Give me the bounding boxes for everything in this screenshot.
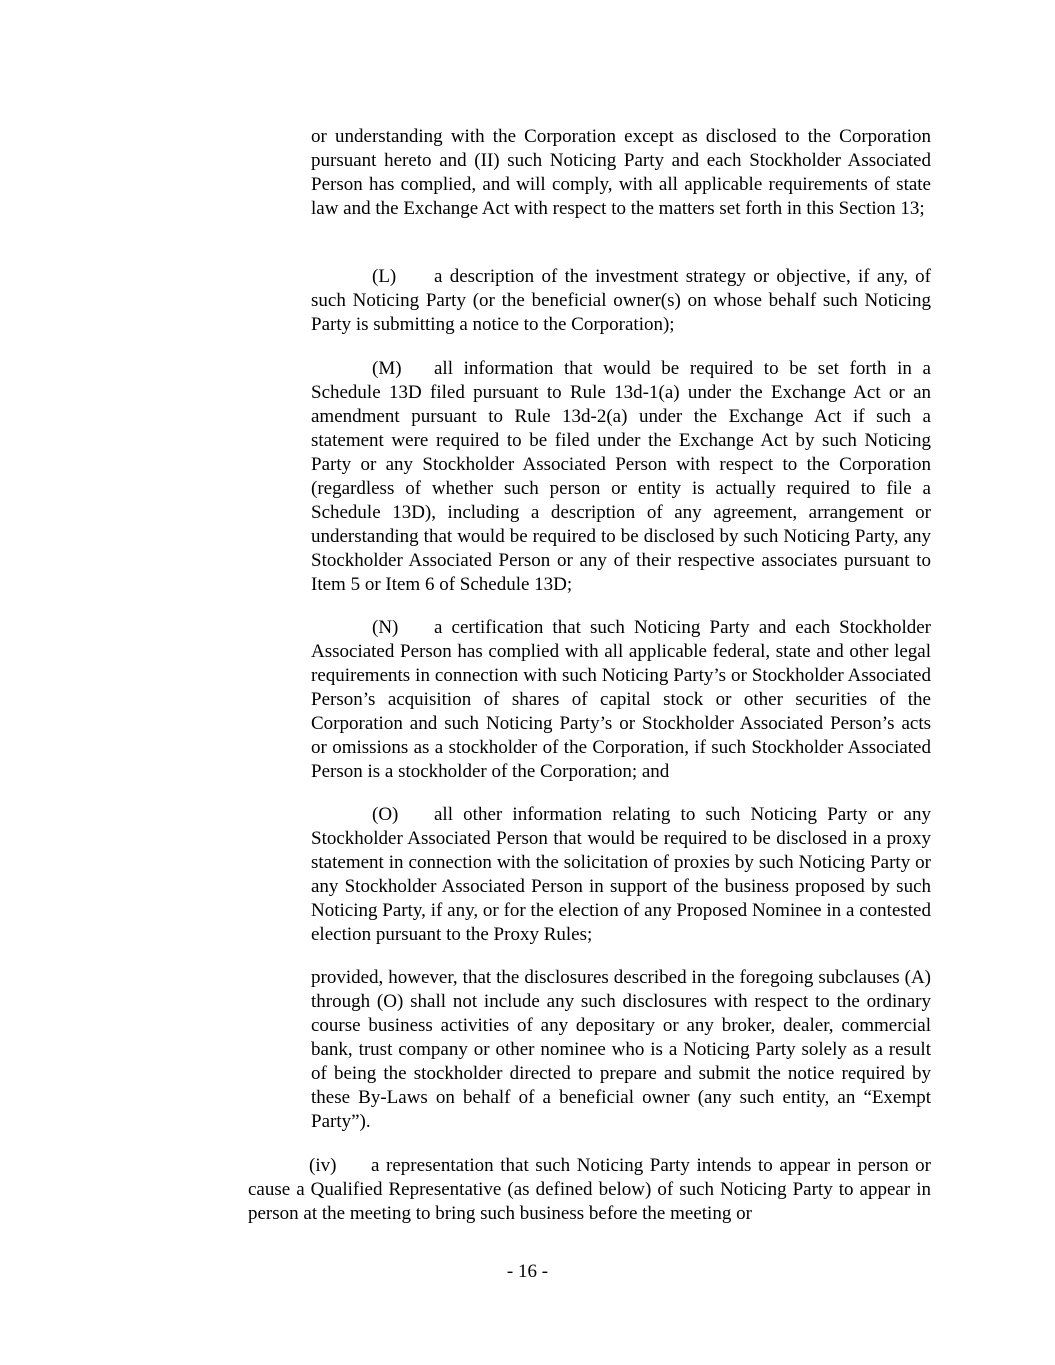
- clause-n-text: a certification that such Noticing Party and each Stockholder Associated Person has complied with all applicable federal, state and other legal requirements in connection with such Noticing Party’s or Stockholder Associated Person’s acquisition of shares of capital stock or other securities of the Corporation and such Noticing Party’s or Stockholder Associated Person’s acts or omissions as a stockholder of the Corporation, if such Stockholder Associated Person is a stockholder of the Corporation; and: [311, 617, 931, 782]
- item-iv-text: a representation that such Noticing Party intends to appear in person or cause a Qualified Representative (as defined below) of such Noticing Party to appear in person at the meeting to bring such business before the meeting or: [248, 1155, 931, 1224]
- clause-l: [311, 265, 931, 337]
- clause-l-text: a description of the investment strategy or objective, if any, of such Noticing Party (or the beneficial owner(s) on whose behalf such Noticing Party is submitting a notice to the Corporation);: [311, 266, 931, 335]
- page-number: - 16 -: [506, 1261, 549, 1282]
- item-iv-label: (iv): [309, 1155, 337, 1176]
- clause-m-text: all information that would be required to be set forth in a Schedule 13D filed pursuant to Rule 13d-1(a) under the Exchange Act or an amendment pursuant to Rule 13d-2(a) under the Exchange Act if such a statement were required to be filed under the Exchange Act by such Noticing Party or any Stockholder Associated Person with respect to the Corporation (regardless of whether such person or entity is actually required to file a Schedule 13D), including a description of any agreement, arrangement or understanding that would be required to be disclosed by such Noticing Party, any Stockholder Associated Person or any of their respective associates pursuant to Item 5 or Item 6 of Schedule 13D;: [311, 358, 931, 595]
- clause-m-label: (M): [372, 358, 402, 379]
- continuation-paragraph: or understanding with the Corporation except as disclosed to the Corporation pursuant hereto and (II) such Noticing Party and each Stockholder Associated Person has complied, and will comply, with all applicable requirements of state law and the Exchange Act with respect to the matters set forth in this Section 13;: [311, 126, 931, 219]
- clause-n-label: (N): [372, 617, 399, 638]
- proviso-paragraph: provided, however, that the disclosures described in the foregoing subclauses (A) through (O) shall not include any such disclosures with respect to the ordinary course business activities of any depositary or any broker, dealer, commercial bank, trust company or other nominee who is a Noticing Party solely as a result of being the stockholder directed to prepare and submit the notice required by these By-Laws on behalf of a beneficial owner (any such entity, an “Exempt Party”).: [311, 967, 931, 1132]
- clause-o-text: all other information relating to such Noticing Party or any Stockholder Associated Person that would be required to be disclosed in a proxy statement in connection with the solicitation of proxies by such Noticing Party or any Stockholder Associated Person in support of the business proposed by such Noticing Party, if any, or for the election of any Proposed Nominee in a contested election pursuant to the Proxy Rules;: [311, 804, 931, 945]
- item-iv: [248, 1154, 931, 1226]
- clause-l-label: (L): [372, 266, 397, 287]
- clause-o: [311, 803, 931, 947]
- clause-n: [311, 616, 931, 784]
- clause-o-label: (O): [372, 804, 399, 825]
- clause-m: [311, 357, 931, 597]
